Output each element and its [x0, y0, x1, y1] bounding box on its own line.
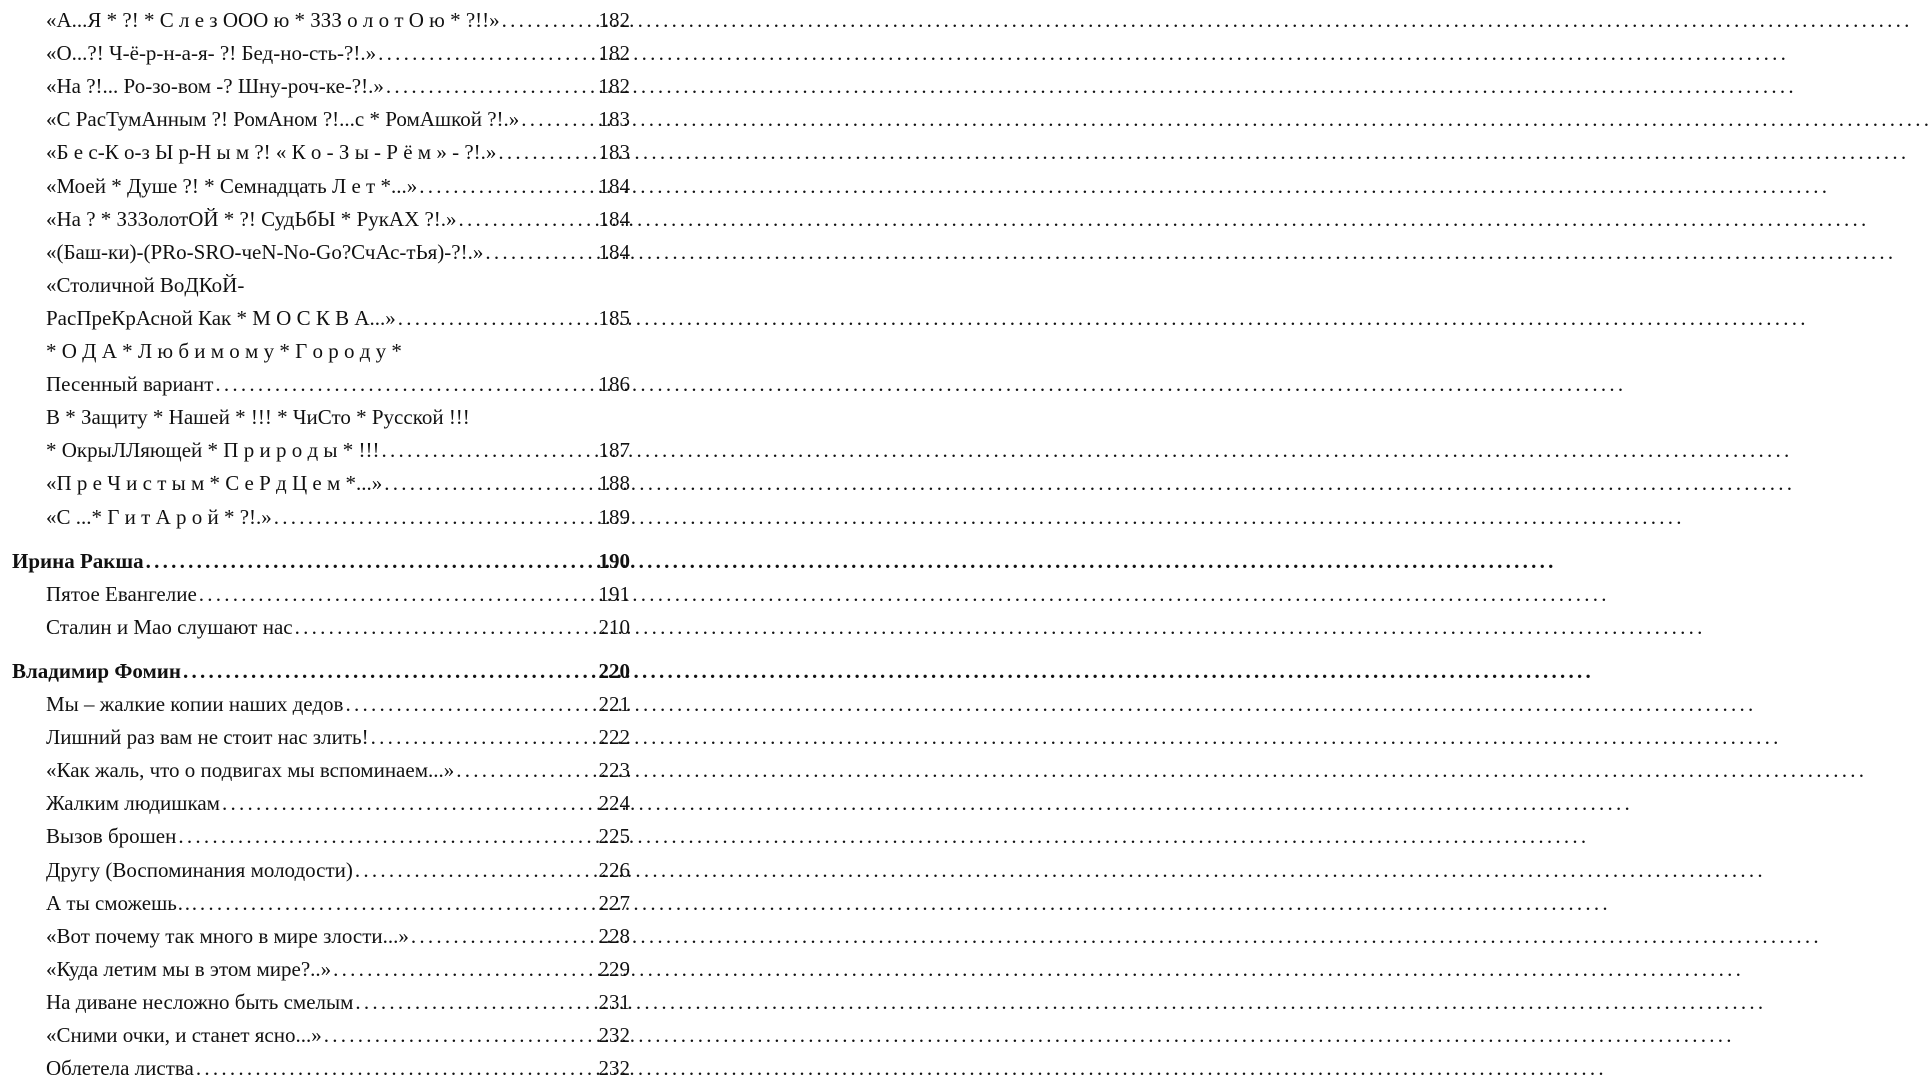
toc-entry[interactable] [46, 269, 630, 302]
toc-entry[interactable] [46, 787, 630, 820]
toc-entry-page: 182 [598, 8, 630, 32]
dot-leader [519, 103, 598, 136]
toc-entry-page: 225 [598, 824, 630, 849]
toc-entry-title: «(Баш-ки)-(PRo-SRO-чеN-No-Go?СчАс-тЬя)-?!.» [46, 239, 484, 264]
toc-entry[interactable] [46, 335, 630, 368]
dot-leader [220, 787, 599, 820]
toc-entry-title: «Моей * Душе ?! * Семнадцать Л е т *...» [46, 173, 418, 198]
toc-entry[interactable] [46, 887, 630, 920]
toc-entry[interactable] [46, 4, 630, 37]
toc-entry-title: На диване несложно быть смелым [46, 989, 354, 1014]
dot-leader [353, 854, 599, 887]
toc-entry-page: 228 [598, 923, 630, 948]
toc-entry-page: 232 [598, 1056, 630, 1081]
toc-entry-title: «С РасТумАнным ?! РомАном ?!...с * РомАшкой ?!.» [46, 107, 520, 132]
toc-entry-page: 188 [598, 471, 630, 496]
toc-entry-title: А ты сможешь… [46, 890, 198, 915]
toc-entry[interactable] [46, 37, 630, 70]
toc-entry[interactable] [46, 611, 630, 644]
toc-entry-page: 191 [598, 581, 630, 606]
toc-entry-page: 189 [598, 504, 630, 529]
dot-leader [181, 655, 599, 688]
dot-leader [144, 545, 599, 578]
dot-leader [369, 721, 599, 754]
toc-entry-page: 229 [598, 956, 630, 981]
toc-entry-page: 220 [598, 658, 630, 683]
toc-entry-title: «Как жаль, что о подвигах мы вспоминаем...» [46, 758, 455, 783]
dot-leader [197, 578, 599, 611]
toc-entry-title: «П р е Ч и с т ы м * С е Р д Ц е м *...» [46, 471, 383, 496]
toc-entry[interactable] [46, 1052, 630, 1085]
toc-entry-page: 231 [598, 989, 630, 1014]
dot-leader [376, 37, 598, 70]
toc-entry-page: 185 [598, 305, 630, 330]
toc-entry[interactable] [46, 467, 630, 500]
dot-leader [384, 70, 599, 103]
toc-entry[interactable] [46, 136, 630, 169]
toc-entry-title: «Вот почему так много в мире злости...» [46, 923, 409, 948]
toc-entry-title: Сталин и Мао слушают нас [46, 614, 293, 639]
toc-entry-title: «Б е с-К о-з Ы р-Н ы м ?! « К о - З ы - Р ё м » - ?!.» [46, 140, 497, 165]
toc-entry[interactable] [46, 920, 630, 953]
toc-entry-title: Облетела листва [46, 1056, 194, 1081]
toc-entry[interactable] [46, 70, 630, 103]
toc-entry[interactable] [46, 820, 630, 853]
toc-entry-page: 190 [598, 548, 630, 573]
toc-entry-page: 183 [598, 140, 630, 165]
toc-entry-page: 184 [598, 173, 630, 198]
dot-leader [343, 688, 598, 721]
toc-entry-title: Вызов брошен [46, 824, 177, 849]
dot-leader [331, 953, 598, 986]
toc-entry[interactable] [46, 434, 630, 467]
toc-entry[interactable] [46, 236, 630, 269]
toc-entry-page: 223 [598, 758, 630, 783]
toc-entry[interactable] [46, 986, 630, 1019]
dot-leader [496, 136, 598, 169]
dot-leader [483, 236, 598, 269]
toc-entry-title: «На ?!... Ро-зо-вом -? Шну-роч-ке-?!.» [46, 74, 384, 99]
toc-entry-title: РасПреКрАсной Как * М О С К В А...» [46, 305, 396, 330]
toc-entry[interactable] [46, 302, 630, 335]
toc-entry[interactable] [46, 203, 630, 236]
toc-entry[interactable] [46, 953, 630, 986]
dot-leader [500, 4, 599, 37]
dot-leader [379, 434, 598, 467]
toc-entry-page: 182 [598, 41, 630, 66]
toc-entry-title: * ОкрыЛЛяющей * П р и р о д ы * !!! [46, 438, 380, 463]
toc-entry[interactable] [46, 368, 630, 401]
toc-entry-page: 224 [598, 791, 630, 816]
dot-leader [293, 611, 599, 644]
toc-entry-title: «Куда летим мы в этом мире?..» [46, 956, 332, 981]
toc-entry-title: * О Д А * Л ю б и м о м у * Г о р о д у * [46, 339, 402, 363]
toc-entry-title: «Сними очки, и станет ясно...» [46, 1023, 322, 1047]
dot-leader [457, 203, 599, 236]
dot-leader [198, 887, 599, 920]
toc-entry-title: В * Защиту * Нашей * !!! * ЧиСто * Русской !!! [46, 405, 470, 430]
toc-entry-page: 187 [598, 438, 630, 463]
dot-leader [353, 986, 598, 1019]
dot-leader [417, 170, 598, 203]
dot-leader [454, 754, 598, 787]
toc-entry[interactable] [46, 721, 630, 754]
toc-entry[interactable] [46, 501, 630, 534]
toc-author-heading[interactable] [12, 545, 630, 578]
toc-entry-title: «На ? * ЗЗЗолотОЙ * ?! СудЬбЫ * РукАХ ?!.» [46, 206, 457, 231]
toc-entry[interactable] [46, 401, 630, 434]
toc-entry-title: Песенный вариант [46, 372, 214, 397]
dot-leader [176, 820, 598, 853]
toc-entry-page: 210 [598, 614, 630, 639]
toc-entry-title: Мы – жалкие копии наших дедов [46, 692, 344, 716]
dot-leader [194, 1052, 599, 1085]
dot-leader [213, 368, 598, 401]
toc-entry[interactable] [46, 754, 630, 787]
toc-entry-page: 183 [598, 107, 630, 132]
toc-entry-page: 186 [598, 372, 630, 397]
toc-entry-page: 182 [598, 74, 630, 99]
toc-entry-page: 184 [598, 206, 630, 231]
toc-entry-title: Ирина Ракша [12, 548, 144, 573]
toc-entry-title: «А...Я * ?! * С л е з ООО ю * ЗЗЗ о л о т О ю * ?!!» [46, 8, 500, 32]
toc-entry-title: Пятое Евангелие [46, 581, 197, 606]
toc-entry[interactable] [46, 103, 630, 136]
toc-entry-title: Лишний раз вам не стоит нас злить! [46, 725, 369, 750]
toc-entry-title: Другу (Воспоминания молодости) [46, 857, 353, 882]
dot-leader [322, 1019, 599, 1052]
dot-leader [382, 467, 598, 500]
toc-entry-title: Жалким людишкам [46, 791, 220, 816]
dot-leader [272, 501, 599, 534]
toc-entry-page: 227 [598, 890, 630, 915]
toc-entry[interactable] [46, 1019, 630, 1052]
toc-entry-page: 221 [598, 692, 630, 716]
toc-entry[interactable] [46, 854, 630, 887]
toc-entry-page: 226 [598, 857, 630, 882]
dot-leader [396, 302, 599, 335]
toc-author-heading[interactable] [12, 655, 630, 688]
toc-entry-page: 232 [598, 1023, 630, 1047]
toc-entry[interactable] [46, 688, 630, 721]
toc-entry-title: «С ...* Г и т А р о й * ?!.» [46, 504, 272, 529]
toc-entry[interactable] [46, 578, 630, 611]
dot-leader [409, 920, 599, 953]
toc-entry-title: Владимир Фомин [12, 658, 181, 683]
toc-entry-title: «О...?! Ч-ё-р-н-а-я- ?! Бед-но-сть-?!.» [46, 41, 377, 66]
toc-entry[interactable] [46, 170, 630, 203]
toc-entry-page: 184 [598, 239, 630, 264]
toc-entry-page: 222 [598, 725, 630, 750]
toc-entry-title: «Столичной ВоДКоЙ- [46, 272, 245, 297]
